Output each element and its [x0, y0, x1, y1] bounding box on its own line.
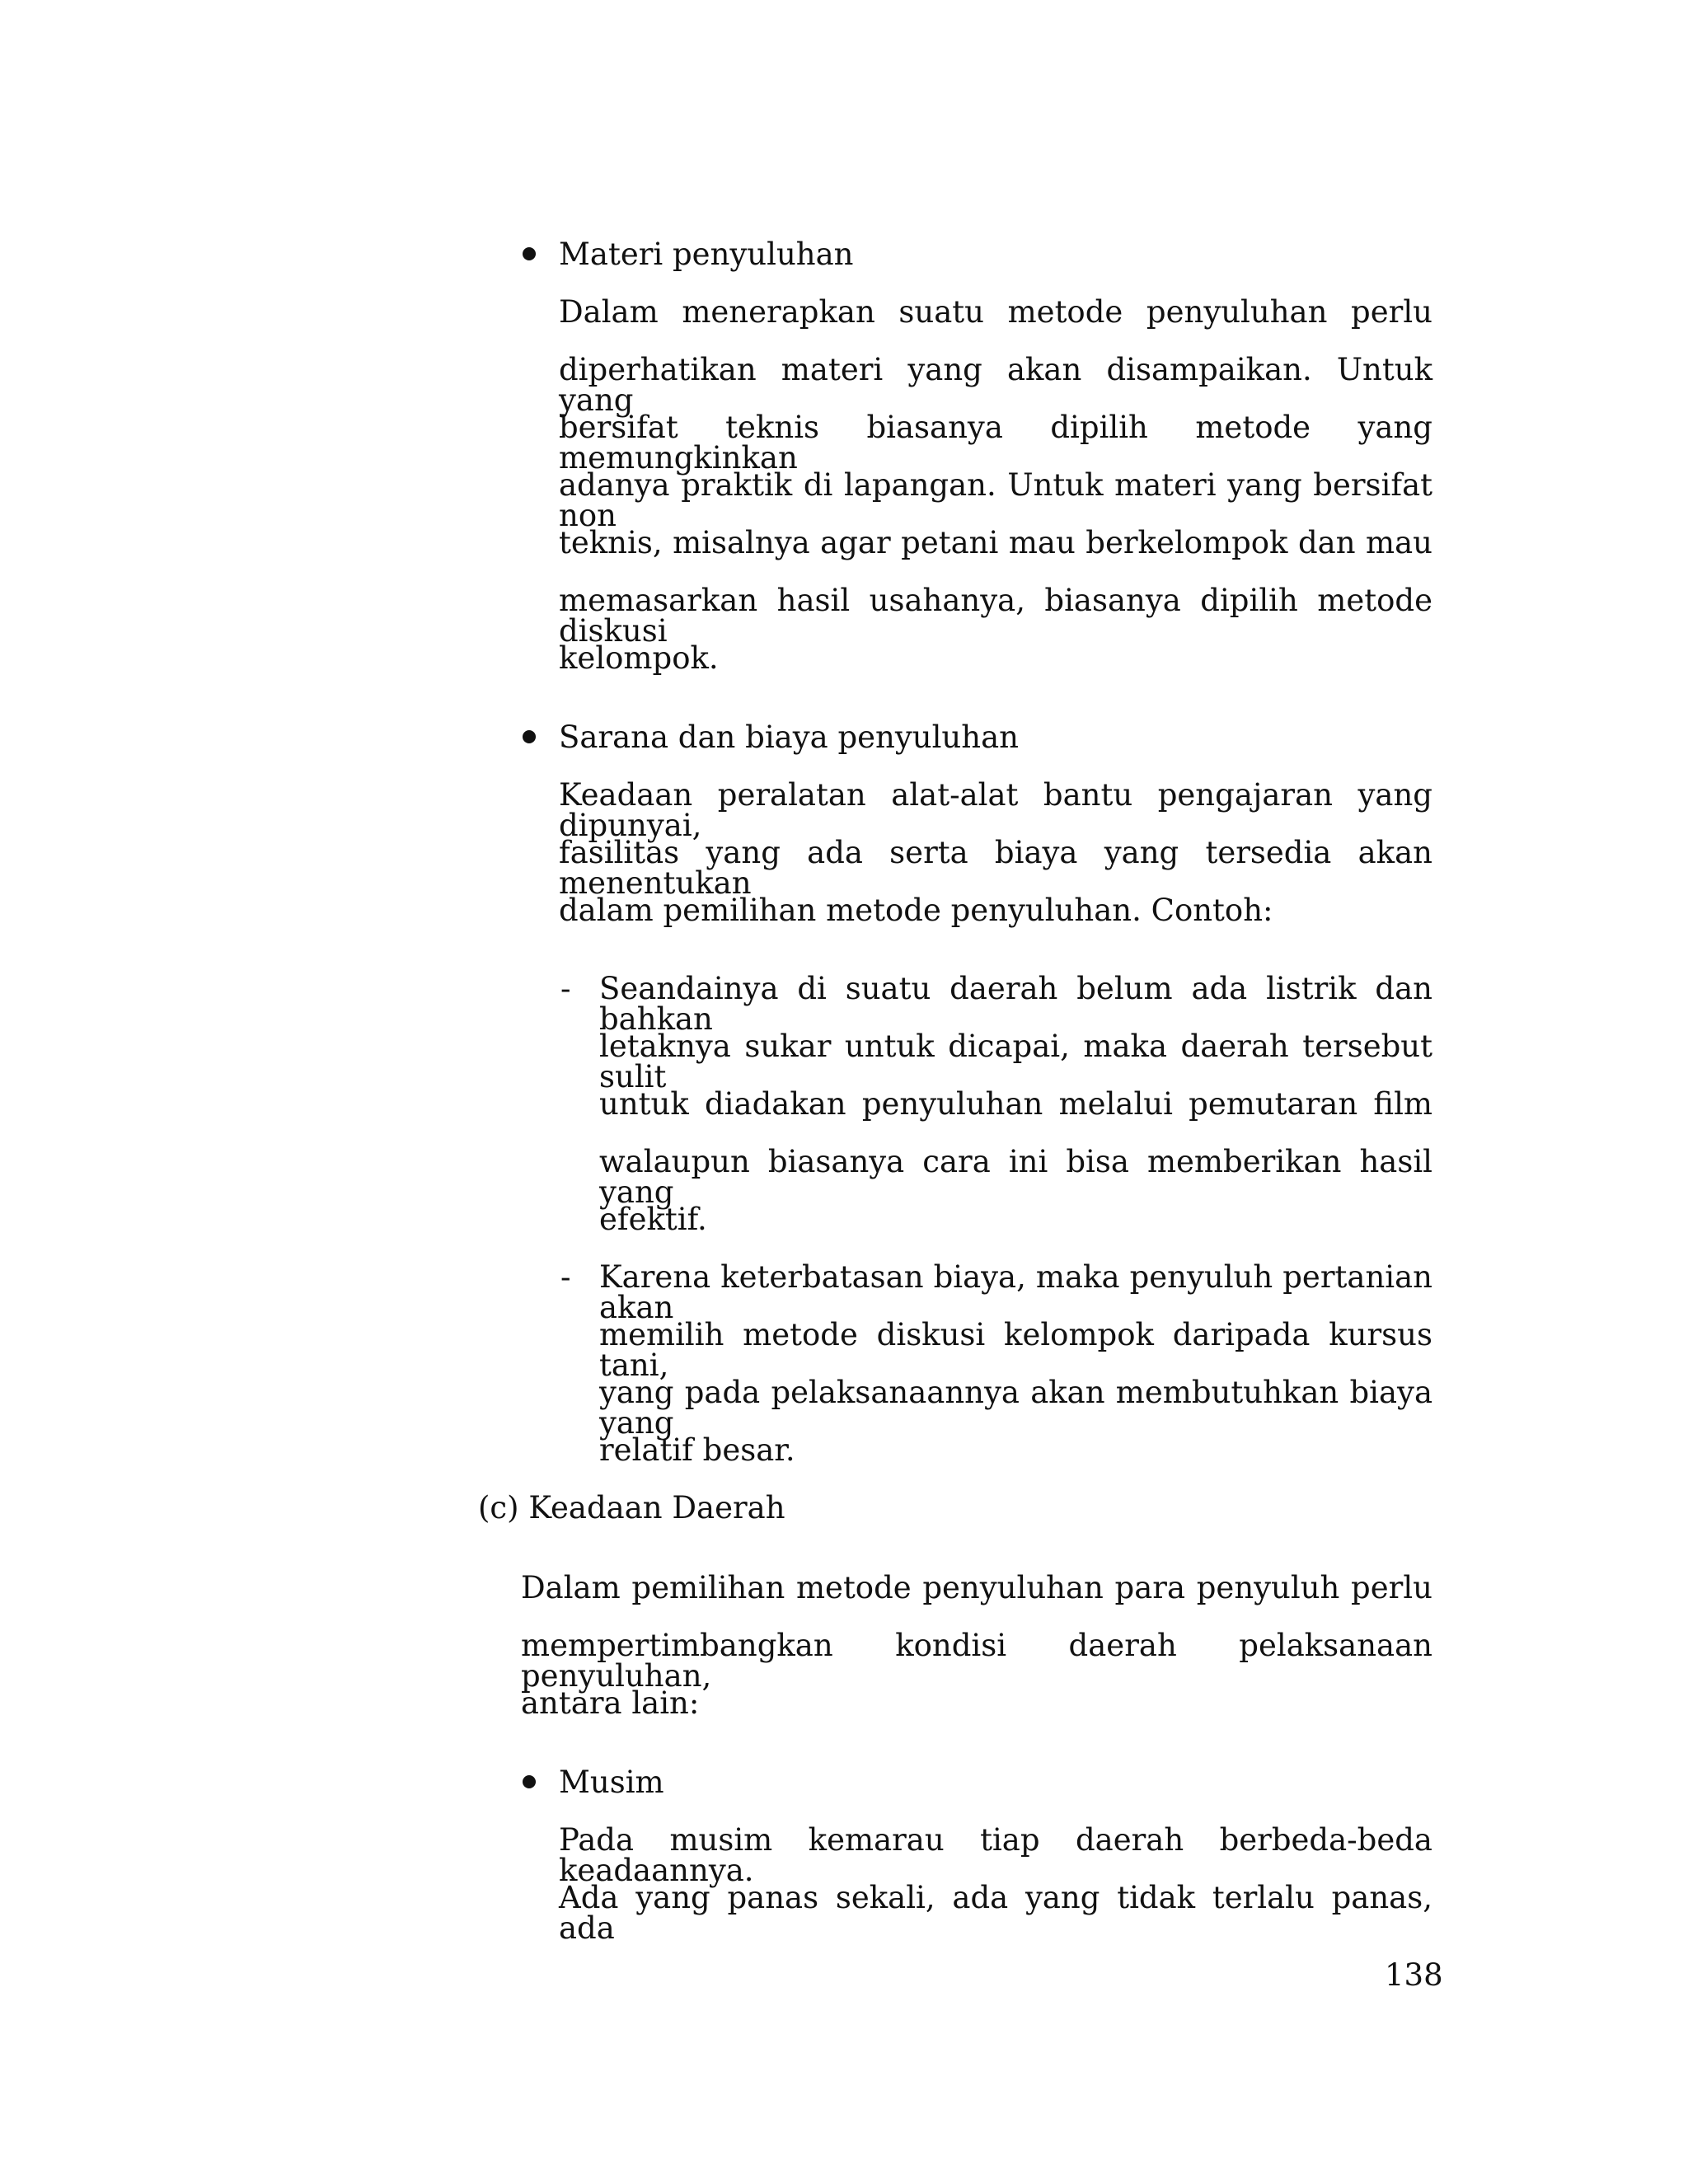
dash-marker: - — [560, 971, 571, 1006]
paragraph-line: teknis, misalnya agar petani mau berkelompok dan mau — [559, 525, 1432, 560]
example-line: memilih metode diskusi kelompok daripada kursus tani, — [599, 1317, 1432, 1383]
bullet-dot — [523, 1775, 536, 1788]
paragraph-line: Ada yang panas sekali, ada yang tidak terlalu panas, ada — [559, 1880, 1432, 1946]
paragraph-line: Pada musim kemarau tiap daerah berbeda-beda keadaannya. — [559, 1822, 1432, 1888]
dash-marker: - — [560, 1259, 571, 1295]
example-line: letaknya sukar untuk dicapai, maka daerah tersebut sulit — [599, 1029, 1432, 1094]
example-line-last: relatif besar. — [599, 1432, 795, 1468]
example-line: Seandainya di suatu daerah belum ada listrik dan bahkan — [599, 971, 1432, 1037]
paragraph-line: adanya praktik di lapangan. Untuk materi yang bersifat non — [559, 467, 1432, 533]
example-line: yang pada pelaksanaannya akan membutuhkan biaya yang — [599, 1375, 1432, 1441]
paragraph-line: Dalam pemilihan metode penyuluhan para penyuluh perlu — [521, 1570, 1432, 1605]
paragraph-line: Dalam menerapkan suatu metode penyuluhan perlu — [559, 294, 1432, 330]
paragraph-line-last: antara lain: — [521, 1685, 700, 1721]
page-number: 138 — [1385, 1957, 1443, 1993]
paragraph-line: Keadaan peralatan alat-alat bantu pengajaran yang dipunyai, — [559, 777, 1432, 843]
bullet-heading-sarana: Sarana dan biaya penyuluhan — [559, 719, 1019, 755]
paragraph-line: fasilitas yang ada serta biaya yang tersedia akan menentukan — [559, 835, 1432, 901]
bullet-dot — [523, 730, 536, 743]
bullet-dot — [523, 247, 536, 260]
section-heading: (c) Keadaan Daerah — [478, 1490, 785, 1526]
paragraph-line: bersifat teknis biasanya dipilih metode yang memungkinkan — [559, 410, 1432, 476]
paragraph-line: mempertimbangkan kondisi daerah pelaksanaan penyuluhan, — [521, 1628, 1432, 1694]
example-line: untuk diadakan penyuluhan melalui pemutaran film — [599, 1086, 1432, 1122]
paragraph-line-last: dalam pemilihan metode penyuluhan. Contoh: — [559, 893, 1273, 928]
bullet-heading-materi: Materi penyuluhan — [559, 237, 854, 272]
example-line: Karena keterbatasan biaya, maka penyuluh pertanian akan — [599, 1259, 1432, 1325]
paragraph-line: diperhatikan materi yang akan disampaikan. Untuk yang — [559, 352, 1432, 418]
paragraph-line: memasarkan hasil usahanya, biasanya dipilih metode diskusi — [559, 583, 1432, 649]
example-line-last: efektif. — [599, 1202, 707, 1237]
paragraph-line-last: kelompok. — [559, 640, 719, 676]
example-line: walaupun biasanya cara ini bisa memberikan hasil yang — [599, 1144, 1432, 1210]
bullet-heading-musim: Musim — [559, 1765, 664, 1800]
